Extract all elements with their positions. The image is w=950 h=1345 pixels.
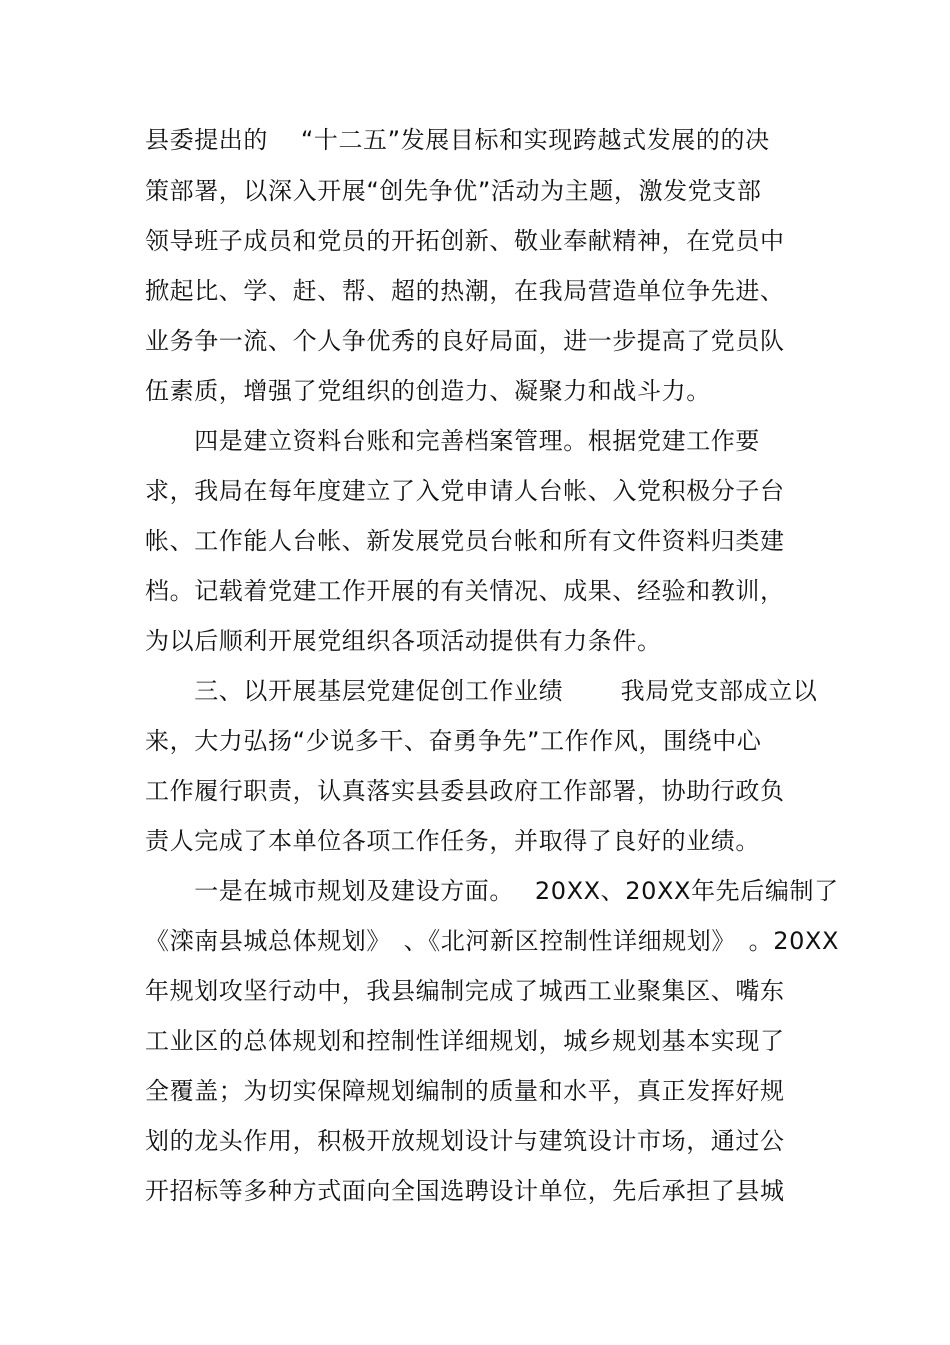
text-line: 领导班子成员和党员的开拓创新、敬业奉献精神，在党员中 bbox=[145, 227, 785, 255]
text-line: 四是建立资料台账和完善档案管理。根据党建工作要 bbox=[145, 427, 760, 455]
text-line: 伍素质，增强了党组织的创造力、凝聚力和战斗力。 bbox=[145, 377, 711, 405]
text-line: 一是在城市规划及建设方面。 20XX、20XX年先后编制了 bbox=[145, 877, 839, 905]
text-line: 开招标等多种方式面向全国选聘设计单位，先后承担了县城 bbox=[145, 1177, 785, 1205]
text-line: 掀起比、学、赶、帮、超的热潮，在我局营造单位争先进、 bbox=[145, 277, 785, 305]
text-line: 来，大力弘扬“少说多干、奋勇争先”工作作风，围绕中心 bbox=[145, 727, 762, 755]
text-line: 帐、工作能人台帐、新发展党员台帐和所有文件资料归类建 bbox=[145, 527, 785, 555]
text-line: 工业区的总体规划和控制性详细规划，城乡规划基本实现了 bbox=[145, 1027, 785, 1055]
text-line: 县委提出的 “十二五”发展目标和实现跨越式发展的的决 bbox=[145, 126, 770, 154]
text-line: 档。记载着党建工作开展的有关情况、成果、经验和教训， bbox=[145, 577, 785, 605]
text-line: 全覆盖；为切实保障规划编制的质量和水平，真正发挥好规 bbox=[145, 1077, 785, 1105]
text-line: 责人完成了本单位各项工作任务，并取得了良好的业绩。 bbox=[145, 827, 760, 855]
text-line: 《滦南县城总体规划》 、《北河新区控制性详细规划》 。20XX bbox=[145, 927, 840, 955]
text-line: 三、以开展基层党建促创工作业绩 我局党支部成立以 bbox=[145, 677, 818, 705]
text-line: 年规划攻坚行动中，我县编制完成了城西工业聚集区、嘴东 bbox=[145, 977, 785, 1005]
text-line: 策部署，以深入开展“创先争优”活动为主题，激发党支部 bbox=[145, 177, 762, 205]
text-line: 求，我局在每年度建立了入党申请人台帐、入党积极分子台 bbox=[145, 477, 785, 505]
text-line: 划的龙头作用，积极开放规划设计与建筑设计市场，通过公 bbox=[145, 1127, 785, 1155]
text-line: 业务争一流、个人争优秀的良好局面，进一步提高了党员队 bbox=[145, 327, 785, 355]
text-line: 为以后顺利开展党组织各项活动提供有力条件。 bbox=[145, 627, 662, 655]
text-line: 工作履行职责，认真落实县委县政府工作部署，协助行政负 bbox=[145, 777, 785, 805]
